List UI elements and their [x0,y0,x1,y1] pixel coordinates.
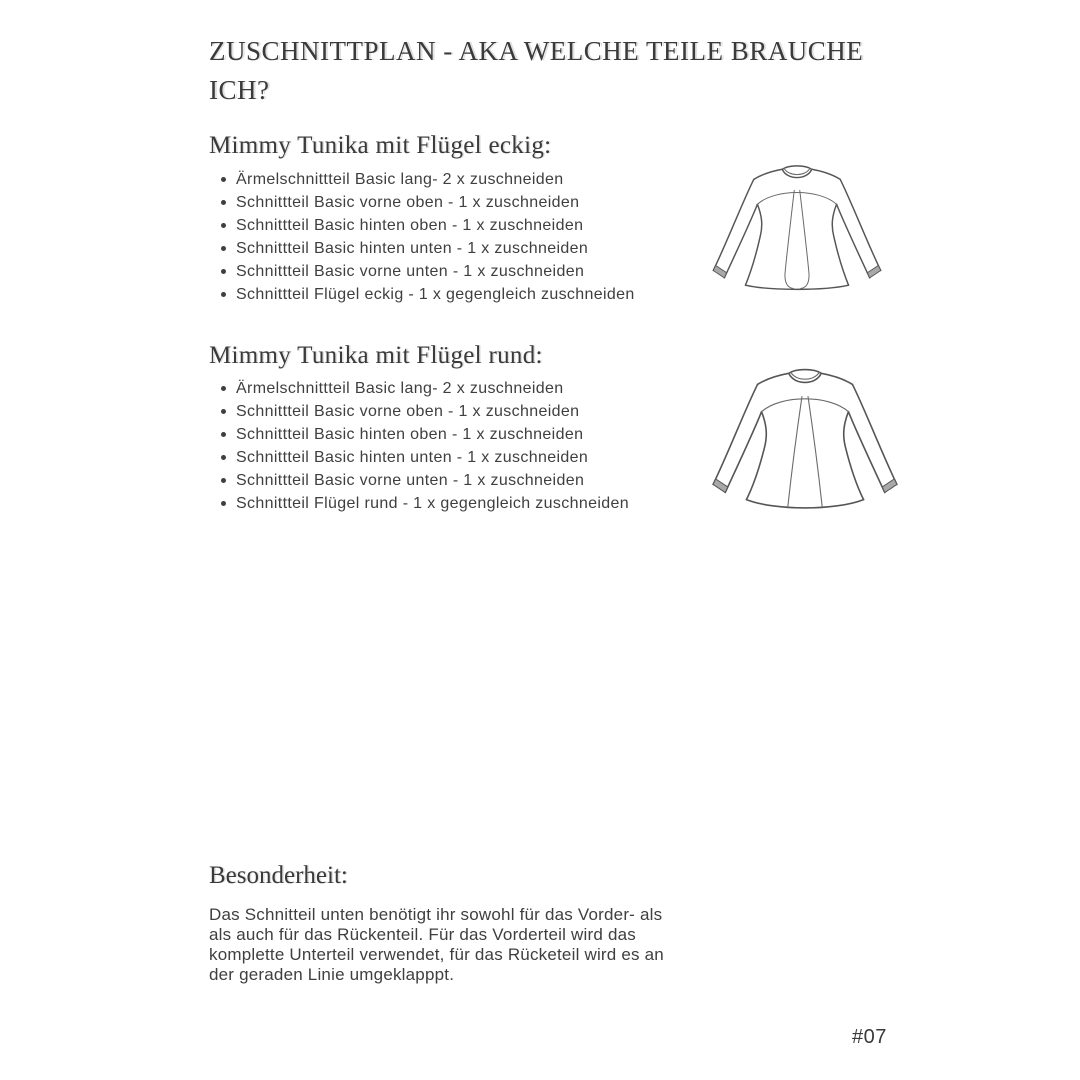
note-body-line: als auch für das Rückenteil. Für das Vorderteil wird das [209,925,636,944]
page-number: #07 [852,1026,887,1048]
list-item: Schnittteil Flügel rund - 1 x gegengleich zuschneiden [221,492,721,515]
tunic-sketch-rund-illustration [704,364,906,516]
list-item: Schnittteil Basic hinten unten - 1 x zuschneiden [221,237,721,260]
note-body-line: Das Schnitteil unten benötigt ihr sowohl für das Vorder- als [209,905,663,924]
note-body-line: komplette Unterteil verwendet, für das Rücketeil wird es an [209,945,664,964]
list-item: Schnittteil Flügel eckig - 1 x gegengleich zuschneiden [221,283,721,306]
note-heading: Besonderheit: [209,862,348,889]
note-body [209,905,709,985]
list-item: Ärmelschnittteil Basic lang- 2 x zuschneiden [221,377,721,400]
note-body-line: der geraden Linie umgeklapppt. [209,965,455,984]
list-item: Schnittteil Basic vorne unten - 1 x zuschneiden [221,469,721,492]
list-item: Schnittteil Basic hinten oben - 1 x zuschneiden [221,423,721,446]
list-item: Schnittteil Basic vorne oben - 1 x zuschneiden [221,400,721,423]
list-item: Ärmelschnittteil Basic lang- 2 x zuschneiden [221,168,721,191]
cut-list-eckig [221,168,721,306]
list-item: Schnittteil Basic hinten oben - 1 x zuschneiden [221,214,721,237]
list-item: Schnittteil Basic vorne oben - 1 x zuschneiden [221,191,721,214]
section-heading-eckig: Mimmy Tunika mit Flügel eckig: [209,132,552,159]
section-heading-rund: Mimmy Tunika mit Flügel rund: [209,342,543,369]
list-item: Schnittteil Basic hinten unten - 1 x zuschneiden [221,446,721,469]
page-title [209,32,889,110]
tunic-sketch-eckig-illustration [705,160,889,300]
cut-list-rund [221,377,721,515]
page-title-line-1: ZUSCHNITTPLAN - AKA WELCHE TEILE BRAUCHE [209,36,864,66]
list-item: Schnittteil Basic vorne unten - 1 x zuschneiden [221,260,721,283]
page-title-line-2: ICH? [209,75,270,105]
